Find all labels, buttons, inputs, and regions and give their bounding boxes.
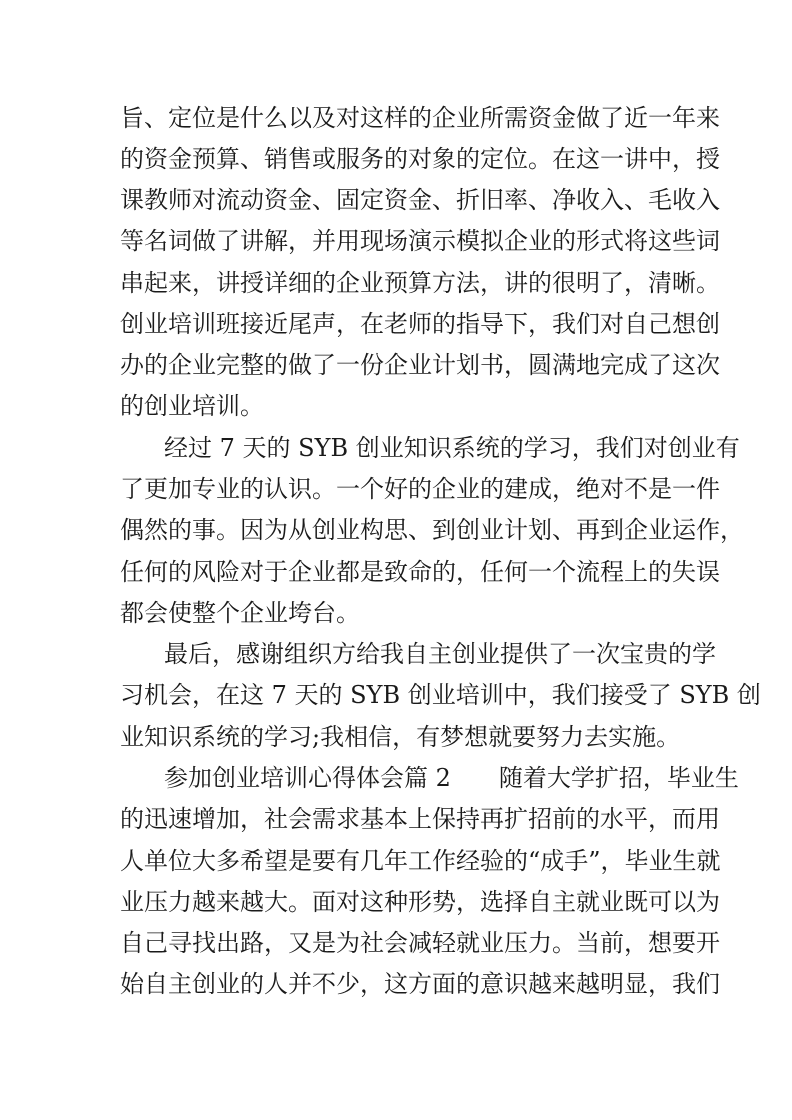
text-line: 都会使整个企业垮台。 bbox=[120, 599, 360, 627]
text-line: 的创业培训。 bbox=[120, 392, 264, 420]
text-line: 自己寻找出路，又是为社会减轻就业压力。当前，想要开 bbox=[120, 929, 720, 957]
text-line: 业压力越来越大。面对这种形势，选择自主就业既可以为 bbox=[120, 888, 720, 916]
text-line: 办的企业完整的做了一份企业计划书，圆满地完成了这次 bbox=[120, 351, 720, 379]
text-line: 人单位大多希望是要有几年工作经验的“成手”，毕业生就 bbox=[120, 847, 721, 875]
text-line: 的资金预算、销售或服务的对象的定位。在这一讲中，授 bbox=[120, 145, 720, 173]
text-line: 偶然的事。因为从创业构思、到创业计划、再到企业运作， bbox=[120, 516, 744, 544]
text-line: 课教师对流动资金、固定资金、折旧率、净收入、毛收入 bbox=[120, 186, 720, 214]
text-line: 旨、定位是什么以及对这样的企业所需资金做了近一年来 bbox=[120, 104, 720, 132]
text-line: 等名词做了讲解，并用现场演示模拟企业的形式将这些词 bbox=[120, 227, 720, 255]
text-line: 的迅速增加，社会需求基本上保持再扩招前的水平，而用 bbox=[120, 805, 720, 833]
text-line: 串起来，讲授详细的企业预算方法，讲的很明了，清晰。 bbox=[120, 269, 720, 297]
text-line: 任何的风险对于企业都是致命的，任何一个流程上的失误 bbox=[120, 558, 720, 586]
paragraph-start-line: 经过 7 天的 SYB 创业知识系统的学习，我们对创业有 bbox=[164, 434, 740, 462]
paragraph-start-line: 最后，感谢组织方给我自主创业提供了一次宝贵的学 bbox=[164, 640, 716, 668]
paragraph-start-line: 参加创业培训心得体会篇 2 随着大学扩招，毕业生 bbox=[164, 764, 739, 792]
text-line: 习机会，在这 7 天的 SYB 创业培训中，我们接受了 SYB 创 bbox=[120, 681, 761, 709]
text-line: 创业培训班接近尾声，在老师的指导下，我们对自己想创 bbox=[120, 310, 720, 338]
text-line: 了更加专业的认识。一个好的企业的建成，绝对不是一件 bbox=[120, 475, 720, 503]
text-line: 始自主创业的人并不少，这方面的意识越来越明显，我们 bbox=[120, 970, 720, 998]
text-line: 业知识系统的学习;我相信，有梦想就要努力去实施。 bbox=[120, 723, 681, 751]
